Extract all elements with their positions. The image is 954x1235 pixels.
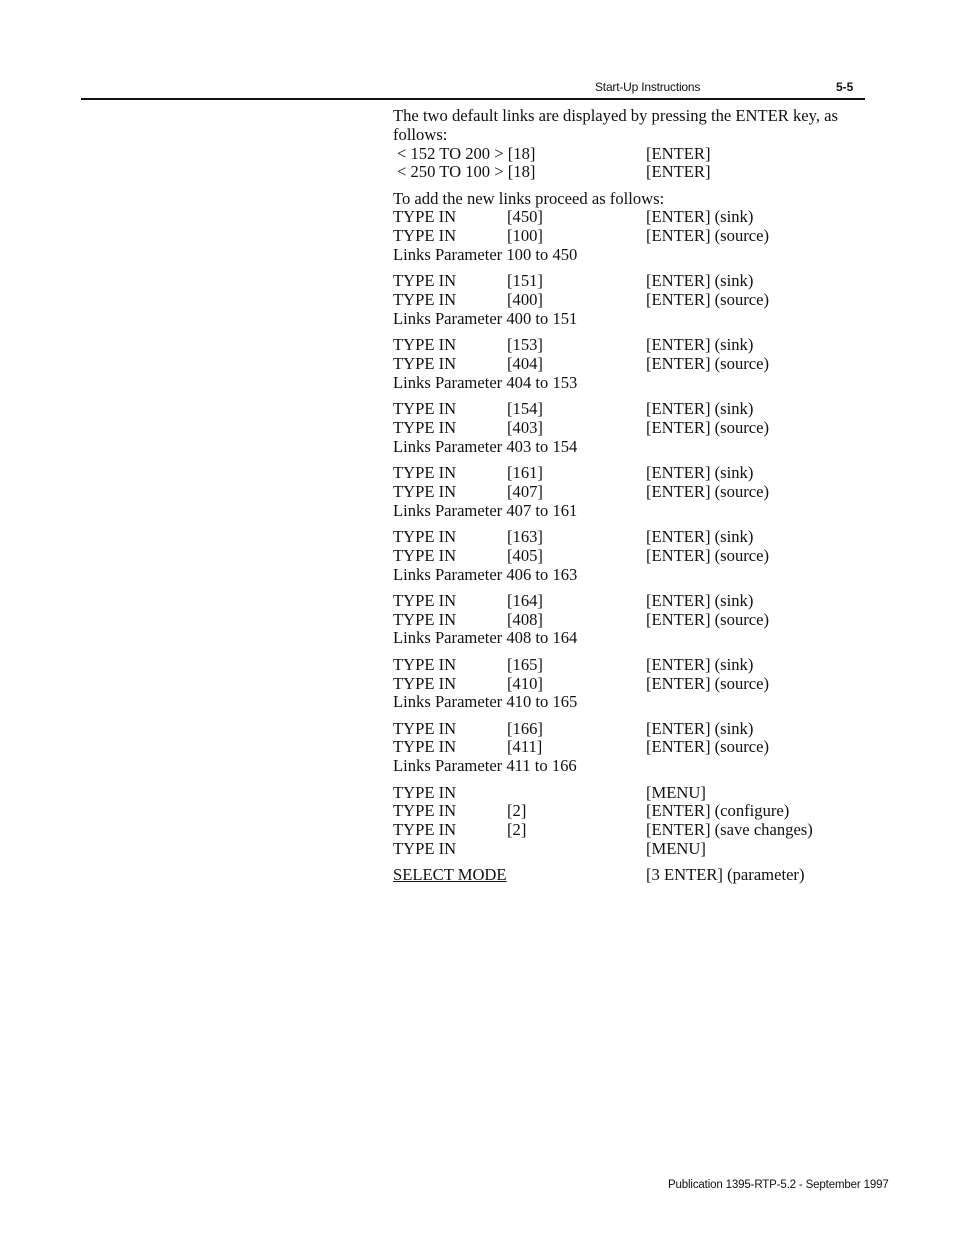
source-value: [100] bbox=[507, 226, 543, 246]
sink-row bbox=[393, 656, 858, 675]
final-step-action: TYPE IN bbox=[393, 820, 457, 840]
source-row bbox=[393, 738, 858, 757]
sink-action: TYPE IN bbox=[393, 526, 457, 546]
sink-key: [ENTER] (sink) bbox=[646, 399, 754, 419]
sink-key: [ENTER] (sink) bbox=[646, 590, 754, 610]
final-step-value: [2] bbox=[507, 801, 527, 821]
link-result: Links Parameter 100 to 450 bbox=[393, 245, 578, 265]
sink-value: [165] bbox=[507, 654, 543, 674]
final-step-action: TYPE IN bbox=[393, 782, 457, 802]
link-group bbox=[393, 272, 858, 328]
source-action: TYPE IN bbox=[393, 290, 457, 310]
source-key: [ENTER] (source) bbox=[646, 290, 770, 310]
source-value: [407] bbox=[507, 481, 543, 501]
sink-action: TYPE IN bbox=[393, 207, 457, 227]
link-result: Links Parameter 406 to 163 bbox=[393, 564, 578, 584]
link-group bbox=[393, 592, 858, 648]
source-row bbox=[393, 675, 858, 694]
sink-action: TYPE IN bbox=[393, 271, 457, 291]
source-value: [400] bbox=[507, 290, 543, 310]
sink-action: TYPE IN bbox=[393, 718, 457, 738]
link-group bbox=[393, 336, 858, 392]
sink-action: TYPE IN bbox=[393, 463, 457, 483]
default-link-key: [ENTER] bbox=[646, 143, 711, 163]
intro-text: The two default links are displayed by pressing the ENTER key, as follows: bbox=[393, 106, 839, 144]
source-value: [410] bbox=[507, 673, 543, 693]
source-key: [ENTER] (source) bbox=[646, 609, 770, 629]
source-row bbox=[393, 611, 858, 630]
sink-value: [161] bbox=[507, 463, 543, 483]
source-key: [ENTER] (source) bbox=[646, 226, 770, 246]
source-row bbox=[393, 419, 858, 438]
header-title: Start-Up Instructions bbox=[595, 80, 701, 94]
default-link: < 250 TO 100 > [18] bbox=[397, 162, 536, 182]
source-key: [ENTER] (source) bbox=[646, 481, 770, 501]
sink-action: TYPE IN bbox=[393, 335, 457, 355]
sink-row bbox=[393, 336, 858, 355]
publication-footer: Publication 1395-RTP-5.2 - September 1997 bbox=[668, 1179, 889, 1191]
sink-key: [ENTER] (sink) bbox=[646, 271, 754, 291]
link-result: Links Parameter 400 to 151 bbox=[393, 308, 578, 328]
sink-value: [166] bbox=[507, 718, 543, 738]
default-link: < 152 TO 200 > [18] bbox=[397, 143, 536, 163]
header-rule bbox=[81, 98, 865, 100]
add-links-section bbox=[393, 190, 858, 776]
sink-row bbox=[393, 208, 858, 227]
select-mode-section bbox=[393, 866, 858, 885]
sink-value: [164] bbox=[507, 590, 543, 610]
source-action: TYPE IN bbox=[393, 417, 457, 437]
link-result: Links Parameter 411 to 166 bbox=[393, 756, 577, 776]
link-result: Links Parameter 404 to 153 bbox=[393, 372, 578, 392]
sink-row bbox=[393, 272, 858, 291]
sink-key: [ENTER] (sink) bbox=[646, 207, 754, 227]
sink-value: [151] bbox=[507, 271, 543, 291]
final-step-key: [MENU] bbox=[646, 782, 706, 802]
sink-value: [154] bbox=[507, 399, 543, 419]
page-header bbox=[0, 0, 954, 102]
sink-key: [ENTER] (sink) bbox=[646, 463, 754, 483]
page-number: 5-5 bbox=[836, 80, 854, 94]
link-result: Links Parameter 410 to 165 bbox=[393, 692, 578, 712]
source-action: TYPE IN bbox=[393, 609, 457, 629]
source-action: TYPE IN bbox=[393, 737, 457, 757]
default-link-row bbox=[393, 163, 858, 182]
select-mode-key: [3 ENTER] (parameter) bbox=[646, 865, 805, 885]
sink-row bbox=[393, 400, 858, 419]
link-group bbox=[393, 208, 858, 264]
sink-action: TYPE IN bbox=[393, 654, 457, 674]
source-key: [ENTER] (source) bbox=[646, 737, 770, 757]
final-step-key: [MENU] bbox=[646, 838, 706, 858]
source-action: TYPE IN bbox=[393, 545, 457, 565]
sink-action: TYPE IN bbox=[393, 399, 457, 419]
select-mode-row bbox=[393, 866, 858, 885]
link-result: Links Parameter 403 to 154 bbox=[393, 436, 578, 456]
source-row bbox=[393, 355, 858, 374]
sink-row bbox=[393, 592, 858, 611]
final-steps bbox=[393, 784, 858, 859]
final-step-row bbox=[393, 821, 858, 840]
final-step-value: [2] bbox=[507, 820, 527, 840]
source-row bbox=[393, 483, 858, 502]
default-link-row bbox=[393, 145, 858, 164]
sink-key: [ENTER] (sink) bbox=[646, 526, 754, 546]
source-value: [405] bbox=[507, 545, 543, 565]
default-link-key: [ENTER] bbox=[646, 162, 711, 182]
sink-row bbox=[393, 720, 858, 739]
source-action: TYPE IN bbox=[393, 226, 457, 246]
sink-value: [450] bbox=[507, 207, 543, 227]
final-step-key: [ENTER] (save changes) bbox=[646, 820, 813, 840]
instructions-content bbox=[393, 107, 858, 885]
source-key: [ENTER] (source) bbox=[646, 354, 770, 374]
sink-key: [ENTER] (sink) bbox=[646, 654, 754, 674]
source-key: [ENTER] (source) bbox=[646, 417, 770, 437]
sink-key: [ENTER] (sink) bbox=[646, 335, 754, 355]
sink-row bbox=[393, 464, 858, 483]
final-step-key: [ENTER] (configure) bbox=[646, 801, 790, 821]
source-value: [411] bbox=[507, 737, 543, 757]
source-row bbox=[393, 547, 858, 566]
source-action: TYPE IN bbox=[393, 481, 457, 501]
source-key: [ENTER] (source) bbox=[646, 545, 770, 565]
link-group bbox=[393, 720, 858, 776]
source-action: TYPE IN bbox=[393, 673, 457, 693]
sink-key: [ENTER] (sink) bbox=[646, 718, 754, 738]
link-result: Links Parameter 407 to 161 bbox=[393, 500, 578, 520]
source-row bbox=[393, 291, 858, 310]
source-value: [403] bbox=[507, 417, 543, 437]
source-key: [ENTER] (source) bbox=[646, 673, 770, 693]
link-result: Links Parameter 408 to 164 bbox=[393, 628, 578, 648]
final-step-action: TYPE IN bbox=[393, 838, 457, 858]
final-step-row bbox=[393, 784, 858, 803]
add-links-heading: To add the new links proceed as follows: bbox=[393, 188, 665, 208]
link-group bbox=[393, 656, 858, 712]
source-action: TYPE IN bbox=[393, 354, 457, 374]
link-group bbox=[393, 464, 858, 520]
source-row bbox=[393, 227, 858, 246]
link-group bbox=[393, 400, 858, 456]
source-value: [404] bbox=[507, 354, 543, 374]
source-value: [408] bbox=[507, 609, 543, 629]
final-step-row bbox=[393, 840, 858, 859]
link-group bbox=[393, 528, 858, 584]
sink-action: TYPE IN bbox=[393, 590, 457, 610]
sink-value: [153] bbox=[507, 335, 543, 355]
sink-row bbox=[393, 528, 858, 547]
final-step-action: TYPE IN bbox=[393, 801, 457, 821]
final-step-row bbox=[393, 802, 858, 821]
sink-value: [163] bbox=[507, 526, 543, 546]
select-mode-label: SELECT MODE bbox=[393, 865, 507, 885]
default-links-list bbox=[393, 145, 858, 183]
